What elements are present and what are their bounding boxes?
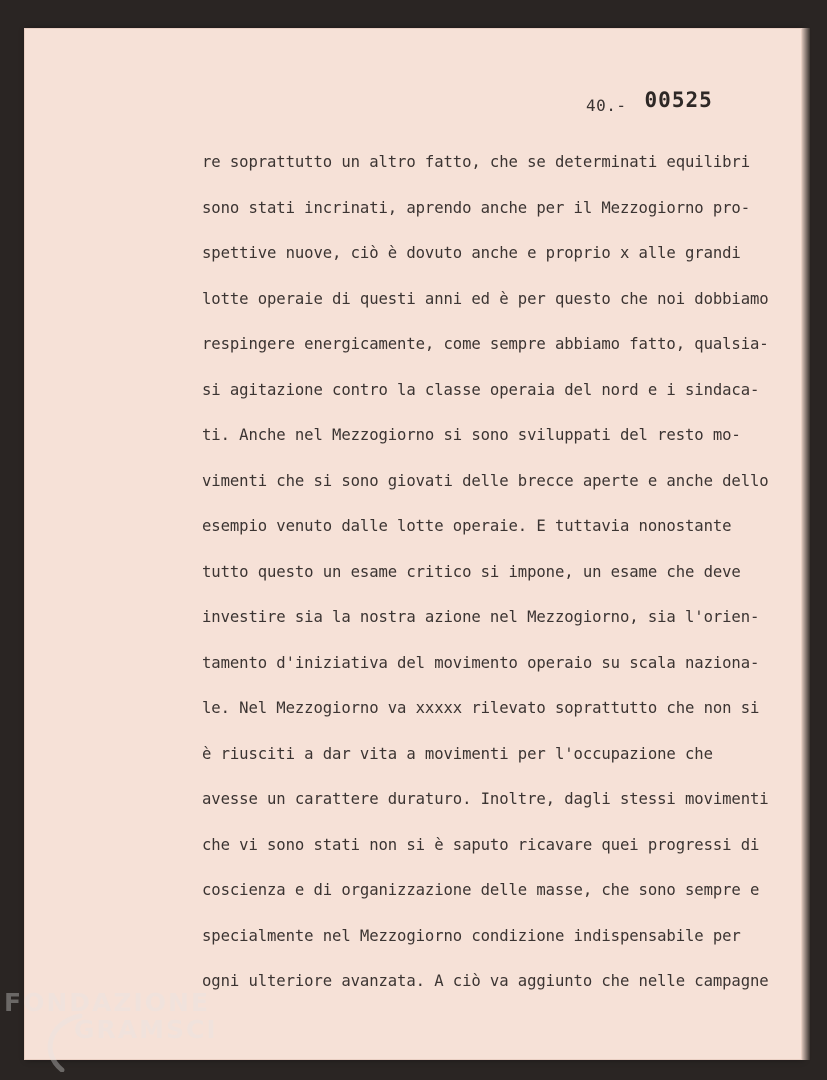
text-line: avesse un carattere duraturo. Inoltre, dagli stessi movimenti (202, 790, 769, 808)
text-line: vimenti che si sono giovati delle brecce aperte e anche dello (202, 471, 769, 490)
text-line: si agitazione contro la classe operaia del nord e i sindaca- (202, 380, 760, 399)
text-line: re soprattutto un altro fatto, che se determinati equilibri (202, 153, 751, 171)
text-line: spettive nuove, ciò è dovuto anche e proprio x alle grandi (202, 244, 741, 262)
text-line: specialmente nel Mezzogiorno condizione indispensabile per (202, 926, 741, 945)
text-line: respingere energicamente, come sempre abbiamo fatto, qualsia- (202, 335, 769, 353)
text-line: è riusciti a dar vita a movimenti per l'occupazione che (202, 744, 713, 763)
text-line: investire sia la nostra azione nel Mezzogiorno, sia l'orien- (202, 608, 760, 626)
text-line: coscienza e di organizzazione delle masse, che sono sempre e (202, 881, 760, 899)
archive-code-stamp: 00525 (644, 88, 713, 112)
text-line: sono stati incrinati, aprendo anche per il Mezzogiorno pro- (202, 198, 751, 217)
text-line: tamento d'iniziativa del movimento operaio su scala naziona- (202, 653, 760, 672)
text-line: che vi sono stati non si è saputo ricavare quei progressi di (202, 835, 760, 854)
text-line: esempio venuto dalle lotte operaie. E tuttavia nonostante (202, 517, 732, 535)
text-line: lotte operaie di questi anni ed è per questo che noi dobbiamo (202, 289, 769, 308)
page-edge-shadow (802, 28, 810, 1060)
watermark-line-1: FONDAZIONE (4, 988, 211, 1017)
text-line: ti. Anche nel Mezzogiorno si sono sviluppati del resto mo- (202, 426, 741, 444)
text-line: le. Nel Mezzogiorno va xxxxx rilevato soprattutto che non si (202, 699, 760, 717)
text-line: tutto questo un esame critico si impone, un esame che deve (202, 562, 741, 581)
watermark-line-2: GRAMSCI (74, 1015, 218, 1044)
page-header (586, 88, 713, 116)
text-line: ogni ulteriore avanzata. A ciò va aggiunto che nelle campagne (202, 972, 769, 990)
page-number: 40.- (586, 96, 627, 115)
typewritten-body (202, 150, 802, 1015)
